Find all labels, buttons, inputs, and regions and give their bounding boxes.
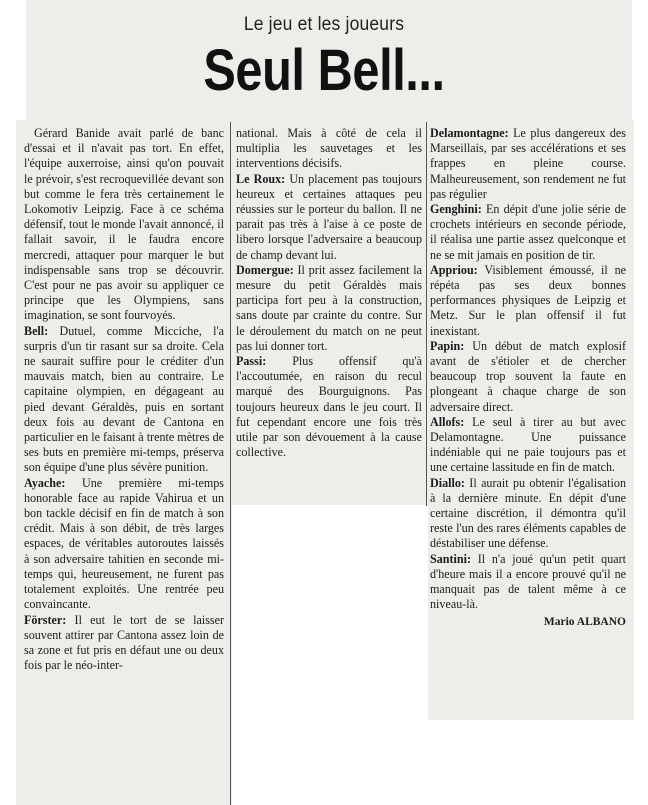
author-signature: Mario ALBANO (543, 615, 626, 628)
paragraph (24, 476, 224, 613)
body-text: Plus offensif qu'à l'accoutumée, en raison du recul marqué des Bourguignons. Pas toujours heureux dans le jeu court. Il fut cependant encore une fois très utile par son dévouement à la cause collective. (236, 354, 422, 460)
body-text: Il n'a joué qu'un petit quart d'heure mais il a encore prouvé qu'il ne manquait pas de talent même à ce niveau-là. (430, 551, 626, 612)
player-name: Passi: (236, 354, 267, 369)
paragraph (430, 263, 626, 339)
blank-area (428, 720, 648, 805)
body-text: Le seul à tirer au but avec Delamontagne. Une puissance indéniable qui ne paie toujours pas et une certaine lassitude en fin de match. (430, 414, 626, 475)
column-rule (426, 122, 427, 506)
body-text: Visiblement émoussé, il ne répéta pas ses deux bonnes performances physiques de Leipzig et Metz. Sur le plan offensif il fut inexistant. (430, 262, 626, 338)
paragraph (236, 263, 422, 354)
player-name: Papin: (430, 338, 465, 353)
paragraph (236, 172, 422, 263)
player-name: Le Roux: (236, 171, 286, 186)
column-rule (230, 122, 231, 805)
paragraph (430, 202, 626, 263)
article-column-1 (24, 126, 224, 673)
body-text: Dutuel, comme Micciche, l'a surpris d'un tir rasant sur sa droite. Cela ne saurait suffire pour le créditer d'un mauvais match, bien au contraire. Le capitaine olympien, en dégageant au pied devant Géraldès, puis en sortant deux fois au devant de Cantona en particulier en le faisant à trente mètres de ses buts en première mi-temps, préserva son équipe d'une plus sévère punition. (24, 323, 224, 475)
body-text: Un placement pas toujours heureux et certaines attaques peu réussies sur le porteur du ballon. Il ne parait pas très à l'aise à ce poste de libero lorsque l'adversaire a beaucoup de champ devant lui. (236, 171, 422, 262)
paragraph (430, 339, 626, 415)
body-text: national. Mais à côté de cela il multiplia les sauvetages et les interventions décisifs. (236, 126, 422, 171)
headline: Seul Bell... (203, 38, 445, 103)
player-name: Santini: (430, 551, 471, 566)
body-text: Gérard Banide avait parlé de banc d'essai et il n'avait pas tort. En effet, l'équipe auxerroise, ainsi qu'on pouvait le prévoir, s'est recroquevillée devant son but comme le fera très certainement le Lokomotiv Leipzig. Face à ce schéma défensif, tout le monde l'avait annoncé, il fallait savoir, il le faudra encore mercredi, attaquer pour marquer le but indispensable sans trop se découvrir. C'est pour ne pas avoir su appliquer ce principe que les Olympiens, sans imagination, se sont fourvoyés. (24, 126, 224, 323)
body-text: Il eut le tort de se laisser souvent attirer par Cantona assez loin de sa zone et fut pris en défaut une ou deux fois par le néo-inter- (24, 612, 224, 673)
player-name: Ayache: (24, 475, 66, 490)
player-name: Appriou: (430, 262, 478, 277)
paragraph (236, 126, 422, 172)
body-text: Le plus dangereux des Marseillais, par ses accélérations et ses frappes en pleine course. Malheureusement, son rendement ne fut pas régulier (430, 126, 626, 201)
player-name: Genghini: (430, 202, 482, 217)
body-text: Une première mi-temps honorable face au rapide Vahirua et un bon tackle décisif en fin de match à son crédit. Mais à son débit, de très larges espaces, de véritables autoroutes laissés à son adversaire tahitien en seconde mi-temps qui, heureusement, ne furent pas totalement exploités. Une rentrée peu convaincante. (24, 475, 224, 612)
player-name: Diallo: (430, 475, 465, 490)
article-column-3 (430, 126, 626, 630)
article-column-2 (236, 126, 422, 460)
player-name: Domergue: (236, 262, 294, 277)
paragraph (430, 476, 626, 552)
blank-area (232, 506, 428, 805)
player-name: Delamontagne: (430, 126, 509, 140)
paragraph (430, 126, 626, 202)
body-text: En dépit d'une jolie série de crochets intérieurs en seconde période, il réalisa une partie assez quelconque et ne se mit jamais en position de tir. (430, 202, 626, 262)
body-text: Un début de match explosif avant de s'étioler et de chercher beaucoup trop souvent la faute en plongeant à chaque charge de son adversaire direct. (430, 338, 626, 414)
paragraph (430, 415, 626, 476)
paragraph (24, 613, 224, 674)
paragraph (236, 354, 422, 460)
paragraph (430, 552, 626, 613)
body-text: Il aurait pu obtenir l'égalisation à la dernière minute. En dépit d'une certaine discrétion, il démontra qu'il reste l'un des rares éléments capables de déstabiliser une défense. (430, 475, 626, 551)
kicker: Le jeu et les joueurs (243, 14, 405, 35)
player-name: Förster: (24, 612, 67, 627)
player-name: Bell: (24, 323, 49, 338)
paragraph (24, 324, 224, 476)
player-name: Allofs: (430, 414, 465, 429)
body-text: Il prit assez facilement la mesure du petit Géraldès mais participa fort peu à la construction, sans doute par crainte du contre. Sur le déroulement du match on ne peut pas lui donner tort. (236, 262, 422, 353)
paragraph (24, 126, 224, 324)
